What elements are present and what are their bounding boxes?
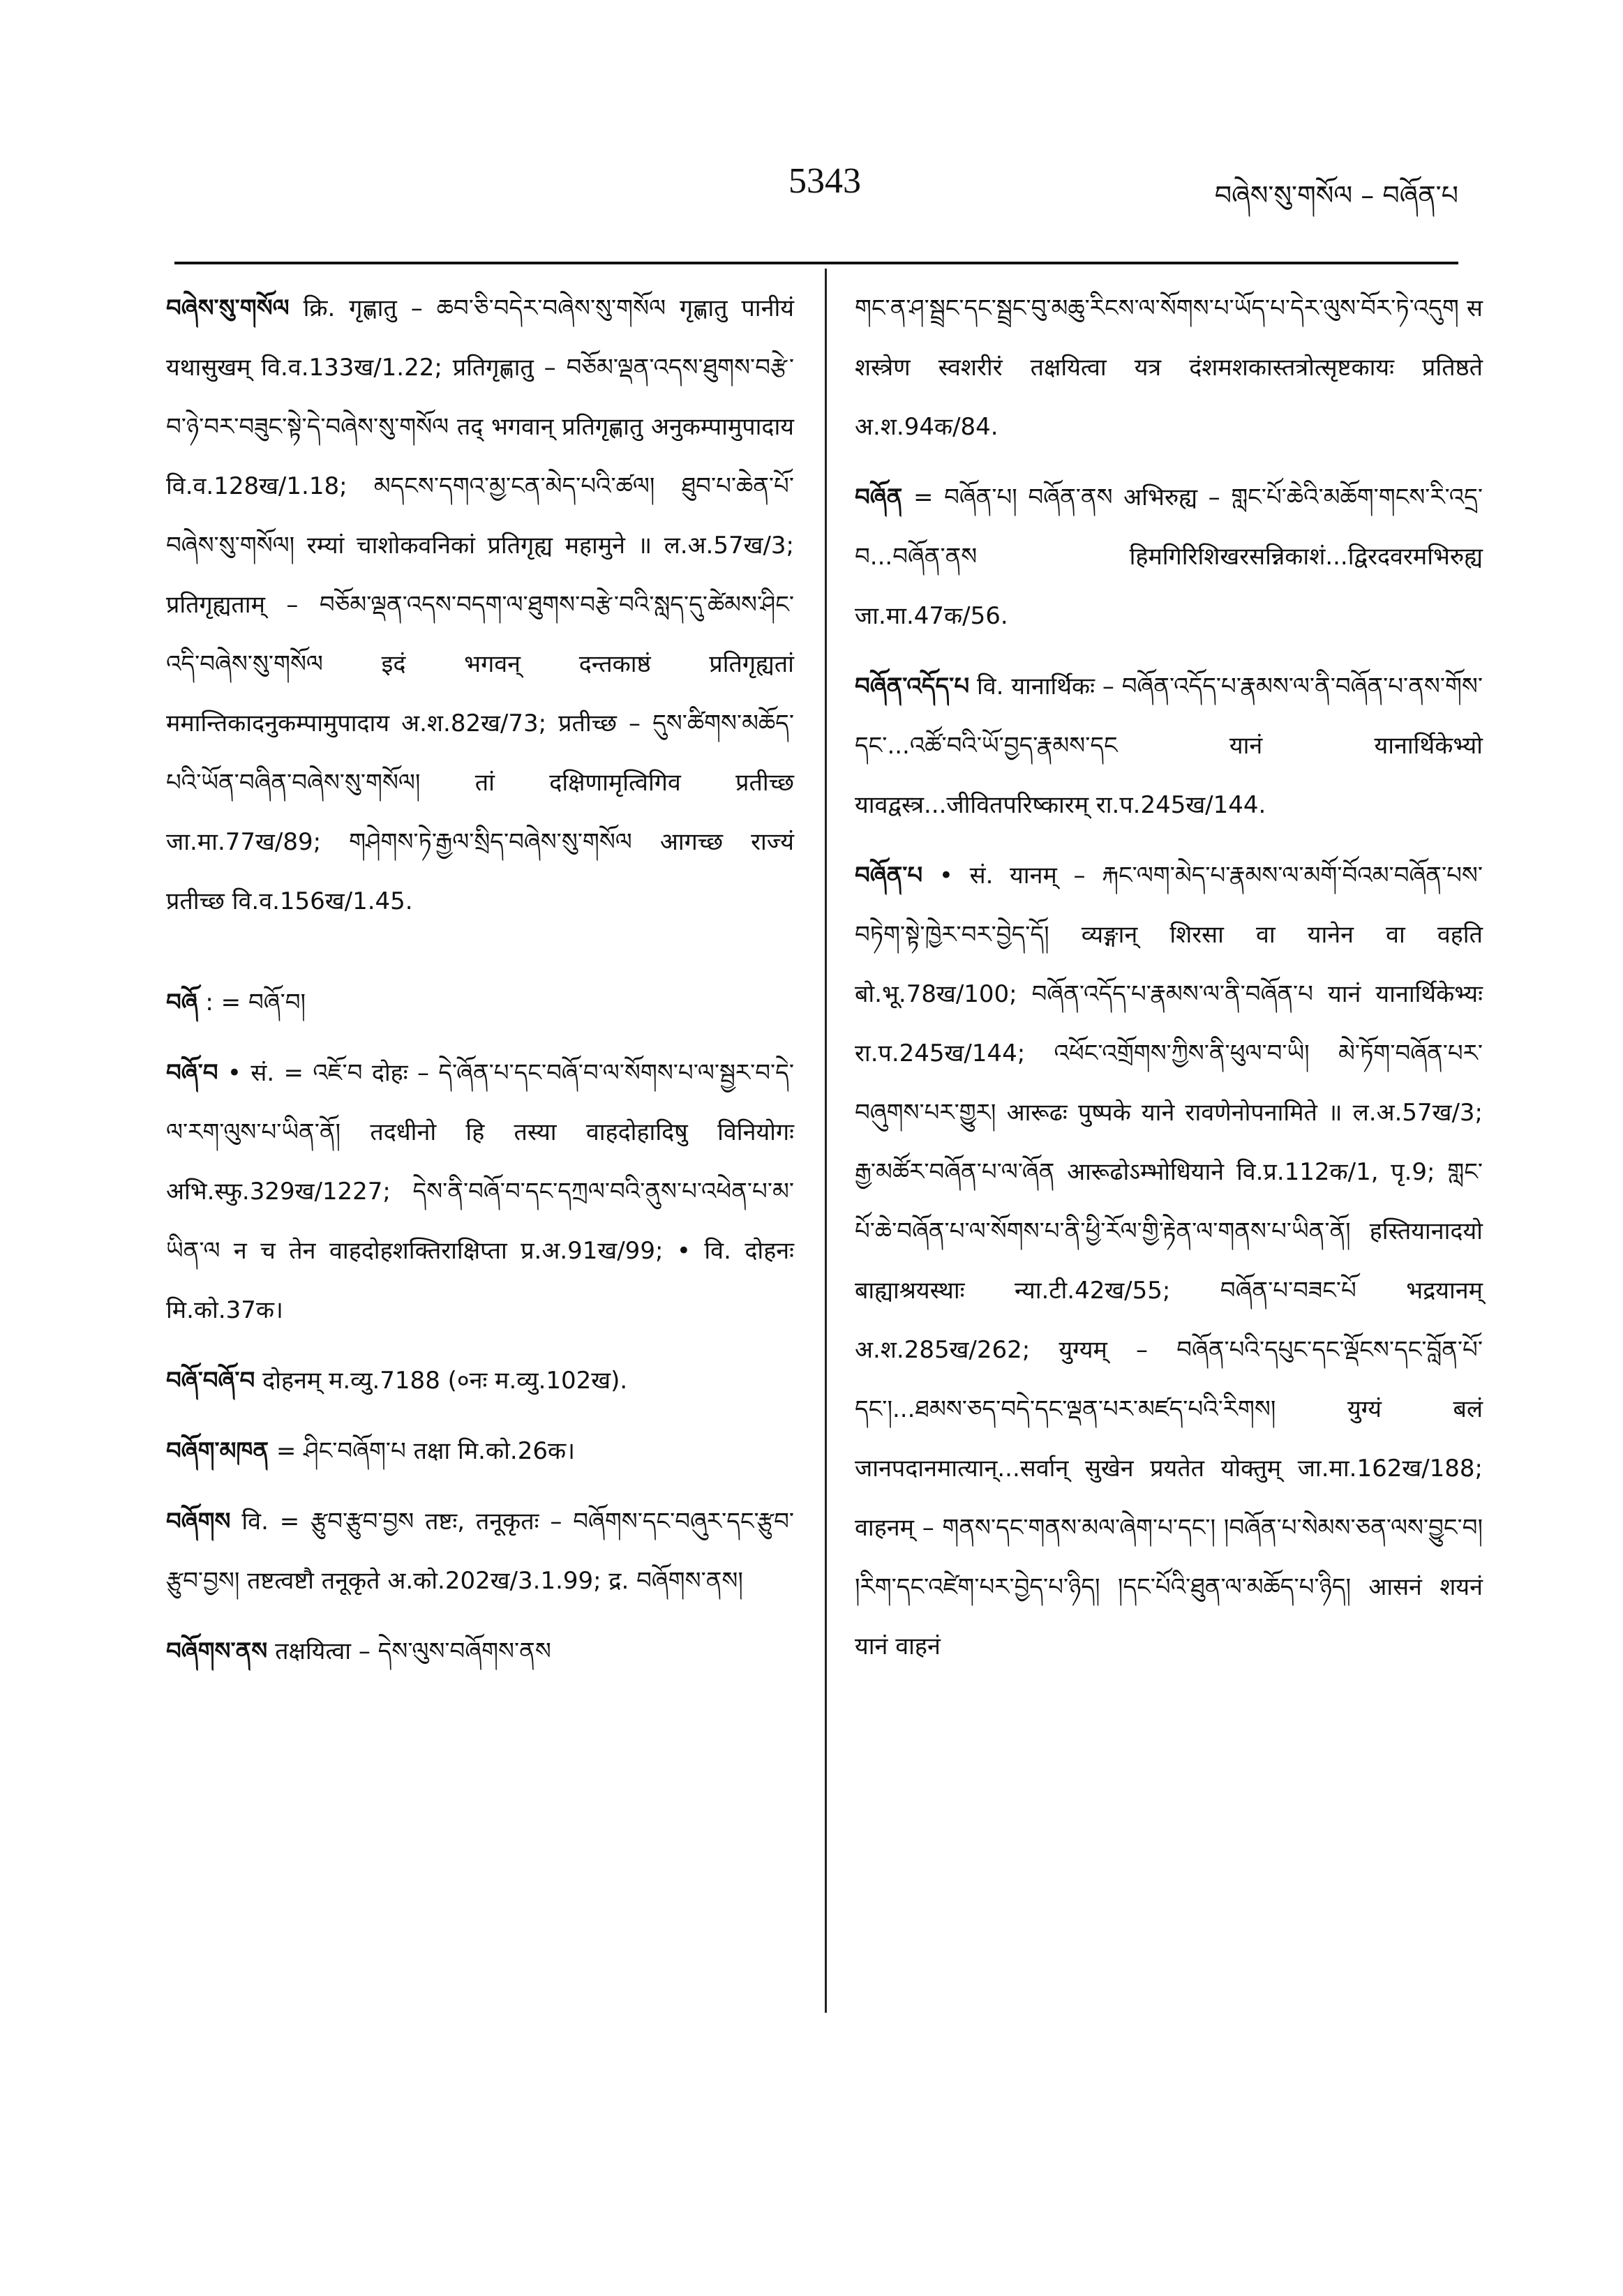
dictionary-entry [166, 1422, 794, 1481]
dictionary-entry [166, 1351, 794, 1411]
dictionary-entry [855, 846, 1483, 1676]
entry-definition: दोहनम् म.व्यु.7188 (०नः म.व्यु.102ख). [262, 1367, 628, 1395]
entry-definition: वि. = རྩུབ་རྩུབ་བྱས तष्टः, तनूकृतः – བཞོགས་དང་བཞུར་དང་རྩུབ་རྩུབ་བྱས། तष्टत्वष्टौ तनूकृते अ.को.202ख/3.1.99; द्र. བཞོགས་ནས། [166, 1508, 795, 1595]
entry-definition: • सं. = འཇོ་བ दोहः – དེ་ཞོན་པ་དང་བཞོ་བ་ལ་སོགས་པ་ལ་སྦྱར་བ་དེ་ལ་རག་ལུས་པ་ཡིན་ནོ། तदधीनो हि तस्या वाहदोहादिषु विनियोगः अभि.स्फु.329ख/1227; དེས་ནི་བཞོ་བ་དང་དཀྲལ་བའི་ནུས་པ་འཕེན་པ་མ་ཡིན་ལ न च तेन वाहदोहशक्तिराक्षिप्ता प्र.अ.91ख/99; • वि. दोहनः मि.को.37क। [166, 1059, 794, 1324]
entry-definition: : = བཞོ་བ། [205, 989, 306, 1016]
entry-definition: = ཤིང་བཞོག་པ तक्षा मि.को.26क। [276, 1437, 575, 1465]
entry-definition: • सं. यानम् – རྐང་ལག་མེད་པ་རྣམས་ལ་མགོ་བོའམ་བཞོན་པས་བཏེག་སྟེ་ཁྱེར་བར་བྱེད་དོ། व्यङ्गान् शिरसा वा यानेन वा वहति बो.भू.78ख/100; བཞོན་འདོད་པ་རྣམས་ལ་ནི་བཞོན་པ यानं यानार्थिकेभ्यः रा.प.245ख/144; འཕོང་འགྲོགས་ཀྱིས་ནི་ཕུལ་བ་ཡི། མེ་ཏོག་བཞོན་པར་བཞུགས་པར་གྱུར། आरूढः पुष्पके याने रावणेनोपनामिते ॥ ल.अ.57ख/3; རྒྱ་མཚོར་བཞོན་པ་ལ་ཞོན आरूढोऽम्भोधियाने वि.प्र.112क/1, पृ.9; གླང་པོ་ཆེ་བཞོན་པ་ལ་སོགས་པ་ནི་ཕྱི་རོལ་གྱི་རྟེན་ལ་གནས་པ་ཡིན་ནོ། हस्तियानादयो बाह्याश्रयस्थाः न्या.टी.42ख/55; བཞོན་པ་བཟང་པོ भद्रयानम् अ.श.285ख/262; युग्यम् – བཞོན་པའི་དཔུང་དང་ལྡོངས་དང་བློན་པོ་དང་།...ཐམས་ཅད་བདེ་དང་ལྡན་པར་མཛད་པའི་རིགས། युग्यं बलं जानपदानमात्यान्...सर्वान् सुखेन प्रयतेत योक्तुम् जा.मा.162ख/188; वाहनम् – གནས་དང་གནས་མལ་ཞེག་པ་དང་། །བཞོན་པ་སེམས་ཅན་ལས་བྱུང་བ། །རིག་དང་འཛེག་པར་བྱེད་པ་ཉིད། །དང་པོའི་ཐུན་ལ་མཆོད་པ་ཉིད། आसनं शयनं यानं वाहनं [855, 862, 1483, 1660]
entry-definition: = བཞོན་པ། བཞོན་ནས अभिरुह्य – གླང་པོ་ཆེའི་མཆོག་གངས་རི་འདྲ་བ...བཞོན་ནས हिमगिरिशिखरसन्निकाशं...द्विरदवरमभिरुह्य जा.मा.47क/56. [855, 483, 1483, 630]
page-header [174, 147, 1458, 209]
entry-definition: तक्षयित्वा – དེས་ལུས་བཞོགས་ནས [275, 1637, 551, 1665]
dictionary-entry [166, 279, 794, 931]
entry-headword: བཞོ་བཞོ་བ [166, 1367, 255, 1395]
entry-definition: གང་ན་ཤ་སྦྲང་དང་སྦྲང་བུ་མཆུ་རིངས་ལ་སོགས་པ་ཡོད་པ་དེར་ལུས་བོར་ཏེ་འདུག स शस्त्रेण स्वशरीरं तक्षयित्वा यत्र दंशमशकास्तत्रोत्सृष्टकायः प्रतिष्ठते अ.श.94क/84. [855, 294, 1483, 441]
entry-headword: བཞོ་བ [166, 1059, 218, 1087]
entry-definition: वि. यानार्थिकः – བཞོན་འདོད་པ་རྣམས་ལ་ནི་བཞོན་པ་ནས་གོས་དང་...འཚོ་བའི་ཡོ་བྱད་རྣམས་དང यानं यानार्थिकेभ्यो यावद्वस्त्र...जीवितपरिष्कारम् रा.प.245ख/144. [855, 673, 1483, 819]
dictionary-entry [166, 1492, 794, 1611]
entry-definition: क्रि. गृह्णातु – ཆབ་ཅི་བདེར་བཞེས་སུ་གསོལ गृह्णातु पानीयं यथासुखम् वि.व.133ख/1.22; प्रतिगृह्णातु – བཅོམ་ལྡན་འདས་ཐུགས་བརྩེ་བ་ཉེ་བར་བཟུང་སྟེ་དེ་བཞེས་སུ་གསོལ तद् भगवान् प्रतिगृह्णातु अनुकम्पामुपादाय वि.व.128ख/1.18; མདངས་དགའ་མྱ་ངན་མེད་པའི་ཚལ། ཐུབ་པ་ཆེན་པོ་བཞེས་སུ་གསོལ། रम्यां चाशोकवनिकां प्रतिगृह्य महामुने ॥ ल.अ.57ख/3; प्रतिगृह्यताम् – བཅོམ་ལྡན་འདས་བདག་ལ་ཐུགས་བརྩེ་བའི་སླད་དུ་ཚེམས་ཤིང་འདི་བཞེས་སུ་གསོལ इदं भगवन् दन्तकाष्ठं प्रतिगृह्यतां ममान्तिकादनुकम्पामुपादाय अ.श.82ख/73; प्रतीच्छ – དུས་ཚིགས་མཆོད་པའི་ཡོན་བཞིན་བཞེས་སུ་གསོལ། तां दक्षिणामृत्विगिव प्रतीच्छ जा.मा.77ख/89; གཤེགས་ཏེ་རྒྱལ་སྲིད་བཞེས་སུ་གསོལ आगच्छ राज्यं प्रतीच्छ वि.व.156ख/1.45. [166, 294, 794, 915]
dictionary-entry [166, 1044, 794, 1340]
right-column [855, 279, 1483, 1688]
header-rule [174, 262, 1458, 264]
entry-headword: བཞོག་མཁན [166, 1437, 269, 1465]
entry-headword: བཞོགས་ནས [166, 1637, 268, 1665]
entry-headword: བཞོགས [166, 1508, 231, 1536]
left-column [166, 279, 794, 1693]
column-divider [825, 269, 827, 2013]
dictionary-entry [855, 468, 1483, 646]
dictionary-entry [166, 1622, 794, 1681]
dictionary-entry [166, 973, 794, 1033]
dictionary-entry [855, 657, 1483, 835]
entry-headword: བཞོན [855, 483, 903, 511]
dictionary-entry [855, 279, 1483, 457]
running-head: བཞེས་སུ་གསོལ – བཞོན་པ [1214, 180, 1458, 211]
entry-headword: བཞོན་པ [855, 862, 923, 890]
entry-headword: བཞེས་སུ་གསོལ [166, 294, 290, 322]
page-number: 5343 [788, 161, 861, 201]
entry-headword: བཞོ [166, 989, 198, 1016]
entry-headword: བཞོན་འདོད་པ [855, 673, 970, 700]
